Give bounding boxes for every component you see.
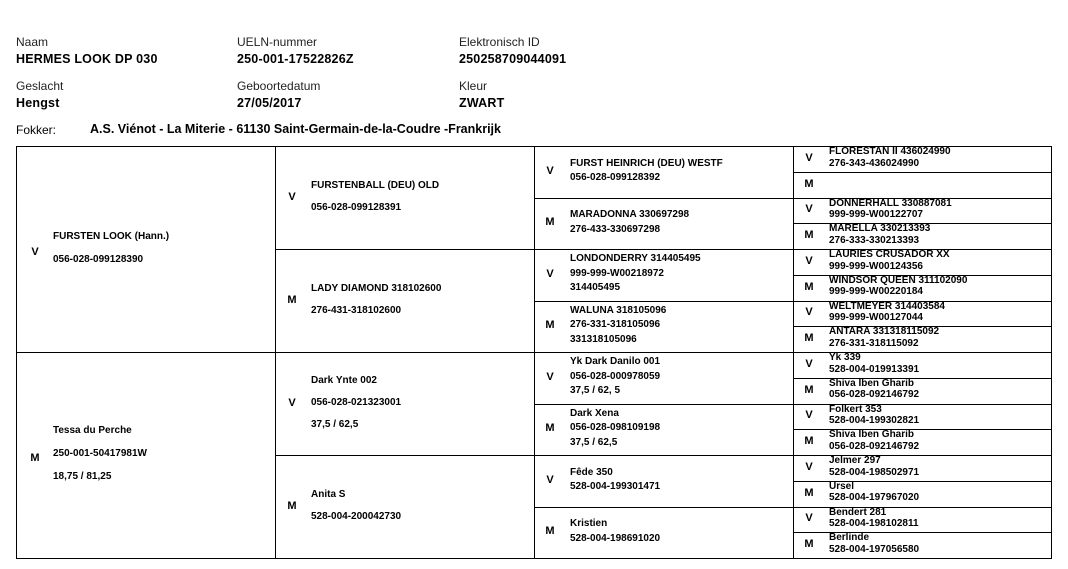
- ancestor-detail: 18,75 / 81,25: [53, 471, 112, 482]
- sex-marker: V: [805, 409, 813, 421]
- ancestor-name: MARADONNA 330697298: [570, 209, 690, 220]
- ancestor-name: Folkert 353: [829, 404, 882, 415]
- sex-marker: V: [805, 512, 813, 524]
- ancestor-name: DONNERHALL 330887081: [829, 198, 952, 209]
- ancestor-detail: 528-004-198502971: [829, 467, 920, 478]
- sex-marker: V: [805, 203, 813, 215]
- ancestor-detail: 37,5 / 62,5: [311, 419, 359, 430]
- gen2-ancestor-cell: [275, 146, 535, 250]
- sex-marker: V: [805, 358, 813, 370]
- ancestor-detail: 331318105096: [570, 334, 637, 345]
- ancestor-name: FLORESTAN II 436024990: [829, 146, 951, 157]
- ancestor-name: ANTARA 331318115092: [829, 326, 940, 337]
- ancestor-name: Dark Ynte 002: [311, 375, 377, 386]
- ancestor-detail: 528-004-200042730: [311, 511, 402, 522]
- ancestor-name: LAURIES CRUSADOR XX: [829, 249, 950, 260]
- ancestor-detail: 250-001-50417981W: [53, 448, 147, 459]
- ancestor-detail: 37,5 / 62, 5: [570, 385, 621, 396]
- sex-marker: V: [805, 255, 813, 267]
- sex-marker: V: [288, 191, 296, 203]
- sex-marker: M: [30, 452, 40, 464]
- sex-marker: M: [545, 422, 555, 434]
- ancestor-detail: 528-004-197056580: [829, 544, 920, 555]
- ancestor-detail: 999-999-W00127044: [829, 312, 923, 323]
- ancestor-detail: 528-004-019913391: [829, 364, 920, 375]
- color-label: Kleur: [459, 79, 488, 93]
- ancestor-name: WINDSOR QUEEN 311102090: [829, 275, 968, 286]
- ancestor-detail: 999-999-W00122707: [829, 209, 923, 220]
- sex-marker: M: [804, 178, 814, 190]
- ancestor-detail: 056-028-099128391: [311, 202, 402, 213]
- ancestor-detail: 999-999-W00124356: [829, 261, 923, 272]
- ancestor-name: Shiva Iben Gharib: [829, 378, 915, 389]
- ancestor-name: Dark Xena: [570, 408, 619, 419]
- eid-value: 250258709044091: [459, 52, 567, 66]
- ancestor-name: LONDONDERRY 314405495: [570, 253, 701, 264]
- sex-marker: M: [804, 332, 814, 344]
- ancestor-name: Kristien: [570, 518, 608, 529]
- breeder-value: A.S. Viénot - La Miterie - 61130 Saint-Germain-de-la-Coudre -Frankrijk: [90, 122, 501, 136]
- sex-marker: M: [804, 229, 814, 241]
- sex-marker: V: [546, 474, 554, 486]
- ancestor-name: FURSTEN LOOK (Hann.): [53, 231, 170, 242]
- ancestor-detail: 056-028-000978059: [570, 371, 661, 382]
- ancestor-name: MARELLA 330213393: [829, 223, 931, 234]
- ancestor-detail: 276-331-318115092: [829, 338, 919, 349]
- ancestor-detail: 056-028-099128390: [53, 254, 144, 265]
- ancestor-detail: 999-999-W00218972: [570, 268, 664, 279]
- ancestor-name: Bendert 281: [829, 507, 887, 518]
- ancestor-name: Jelmer 297: [829, 455, 881, 466]
- gen2-ancestor-cell: [275, 249, 535, 353]
- ancestor-name: Shiva Iben Gharib: [829, 429, 915, 440]
- ancestor-name: Ursel: [829, 481, 855, 492]
- sex-marker: V: [546, 371, 554, 383]
- ancestor-detail: 528-004-198691020: [570, 533, 661, 544]
- sex-marker: M: [545, 525, 555, 537]
- sex-marker: V: [805, 152, 813, 164]
- ancestor-name: Yk Dark Danilo 001: [570, 356, 661, 367]
- ueln-value: 250-001-17522826Z: [237, 52, 354, 66]
- ancestor-detail: 37,5 / 62,5: [570, 437, 618, 448]
- sex-marker: M: [545, 216, 555, 228]
- gen1-ancestor-cell: [16, 146, 276, 353]
- ancestor-detail: 276-431-318102600: [311, 305, 402, 316]
- gen4-ancestor-cell: [793, 172, 1052, 199]
- ancestor-detail: 276-433-330697298: [570, 224, 661, 235]
- ancestor-name: Anita S: [311, 489, 346, 500]
- ancestor-detail: 056-028-099128392: [570, 172, 661, 183]
- sex-marker: M: [804, 435, 814, 447]
- ancestor-detail: 528-004-199302821: [829, 415, 920, 426]
- ancestor-detail: 528-004-199301471: [570, 481, 661, 492]
- dob-label: Geboortedatum: [237, 79, 321, 93]
- ancestor-name: Fêde 350: [570, 467, 613, 478]
- sex-marker: M: [804, 487, 814, 499]
- ancestor-name: Yk 339: [829, 352, 861, 363]
- sex-marker: M: [804, 281, 814, 293]
- sex-marker: M: [287, 500, 297, 512]
- ancestor-detail: 056-028-092146792: [829, 441, 920, 452]
- sex-marker: M: [545, 319, 555, 331]
- ancestor-name: FURSTENBALL (DEU) OLD: [311, 180, 440, 191]
- sex-marker: V: [805, 306, 813, 318]
- sex-marker: M: [804, 538, 814, 550]
- ancestor-detail: 056-028-092146792: [829, 389, 920, 400]
- ancestor-detail: 276-331-318105096: [570, 319, 661, 330]
- ancestor-name: LADY DIAMOND 318102600: [311, 283, 442, 294]
- ancestor-name: WALUNA 318105096: [570, 305, 667, 316]
- ancestor-name: Berlinde: [829, 532, 870, 543]
- ueln-label: UELN-nummer: [237, 35, 318, 49]
- sex-marker: V: [31, 246, 39, 258]
- ancestor-detail: 276-333-330213393: [829, 235, 920, 246]
- sex-marker: V: [546, 165, 554, 177]
- sex-label: Geslacht: [16, 79, 64, 93]
- sex-marker: V: [546, 268, 554, 280]
- ancestor-detail: 056-028-021323001: [311, 397, 402, 408]
- color-value: ZWART: [459, 96, 505, 110]
- ancestor-name: WELTMEYER 314403584: [829, 301, 945, 312]
- ancestor-detail: 056-028-098109198: [570, 422, 661, 433]
- sex-marker: V: [288, 397, 296, 409]
- ancestor-name: Tessa du Perche: [53, 425, 132, 436]
- ancestor-name: FURST HEINRICH (DEU) WESTF: [570, 158, 723, 169]
- horse-name: HERMES LOOK DP 030: [16, 52, 158, 66]
- sex-marker: V: [805, 461, 813, 473]
- name-label: Naam: [16, 35, 49, 49]
- ancestor-detail: 276-343-436024990: [829, 158, 920, 169]
- ancestor-detail: 528-004-197967020: [829, 492, 920, 503]
- eid-label: Elektronisch ID: [459, 35, 540, 49]
- sex-marker: M: [287, 294, 297, 306]
- sex-marker: M: [804, 384, 814, 396]
- ancestor-detail: 314405495: [570, 282, 621, 293]
- ancestor-detail: 528-004-198102811: [829, 518, 919, 529]
- sex-value: Hengst: [16, 96, 60, 110]
- dob-value: 27/05/2017: [237, 96, 302, 110]
- ancestor-detail: 999-999-W00220184: [829, 286, 923, 297]
- breeder-label: Fokker:: [16, 123, 57, 137]
- gen2-ancestor-cell: [275, 455, 535, 559]
